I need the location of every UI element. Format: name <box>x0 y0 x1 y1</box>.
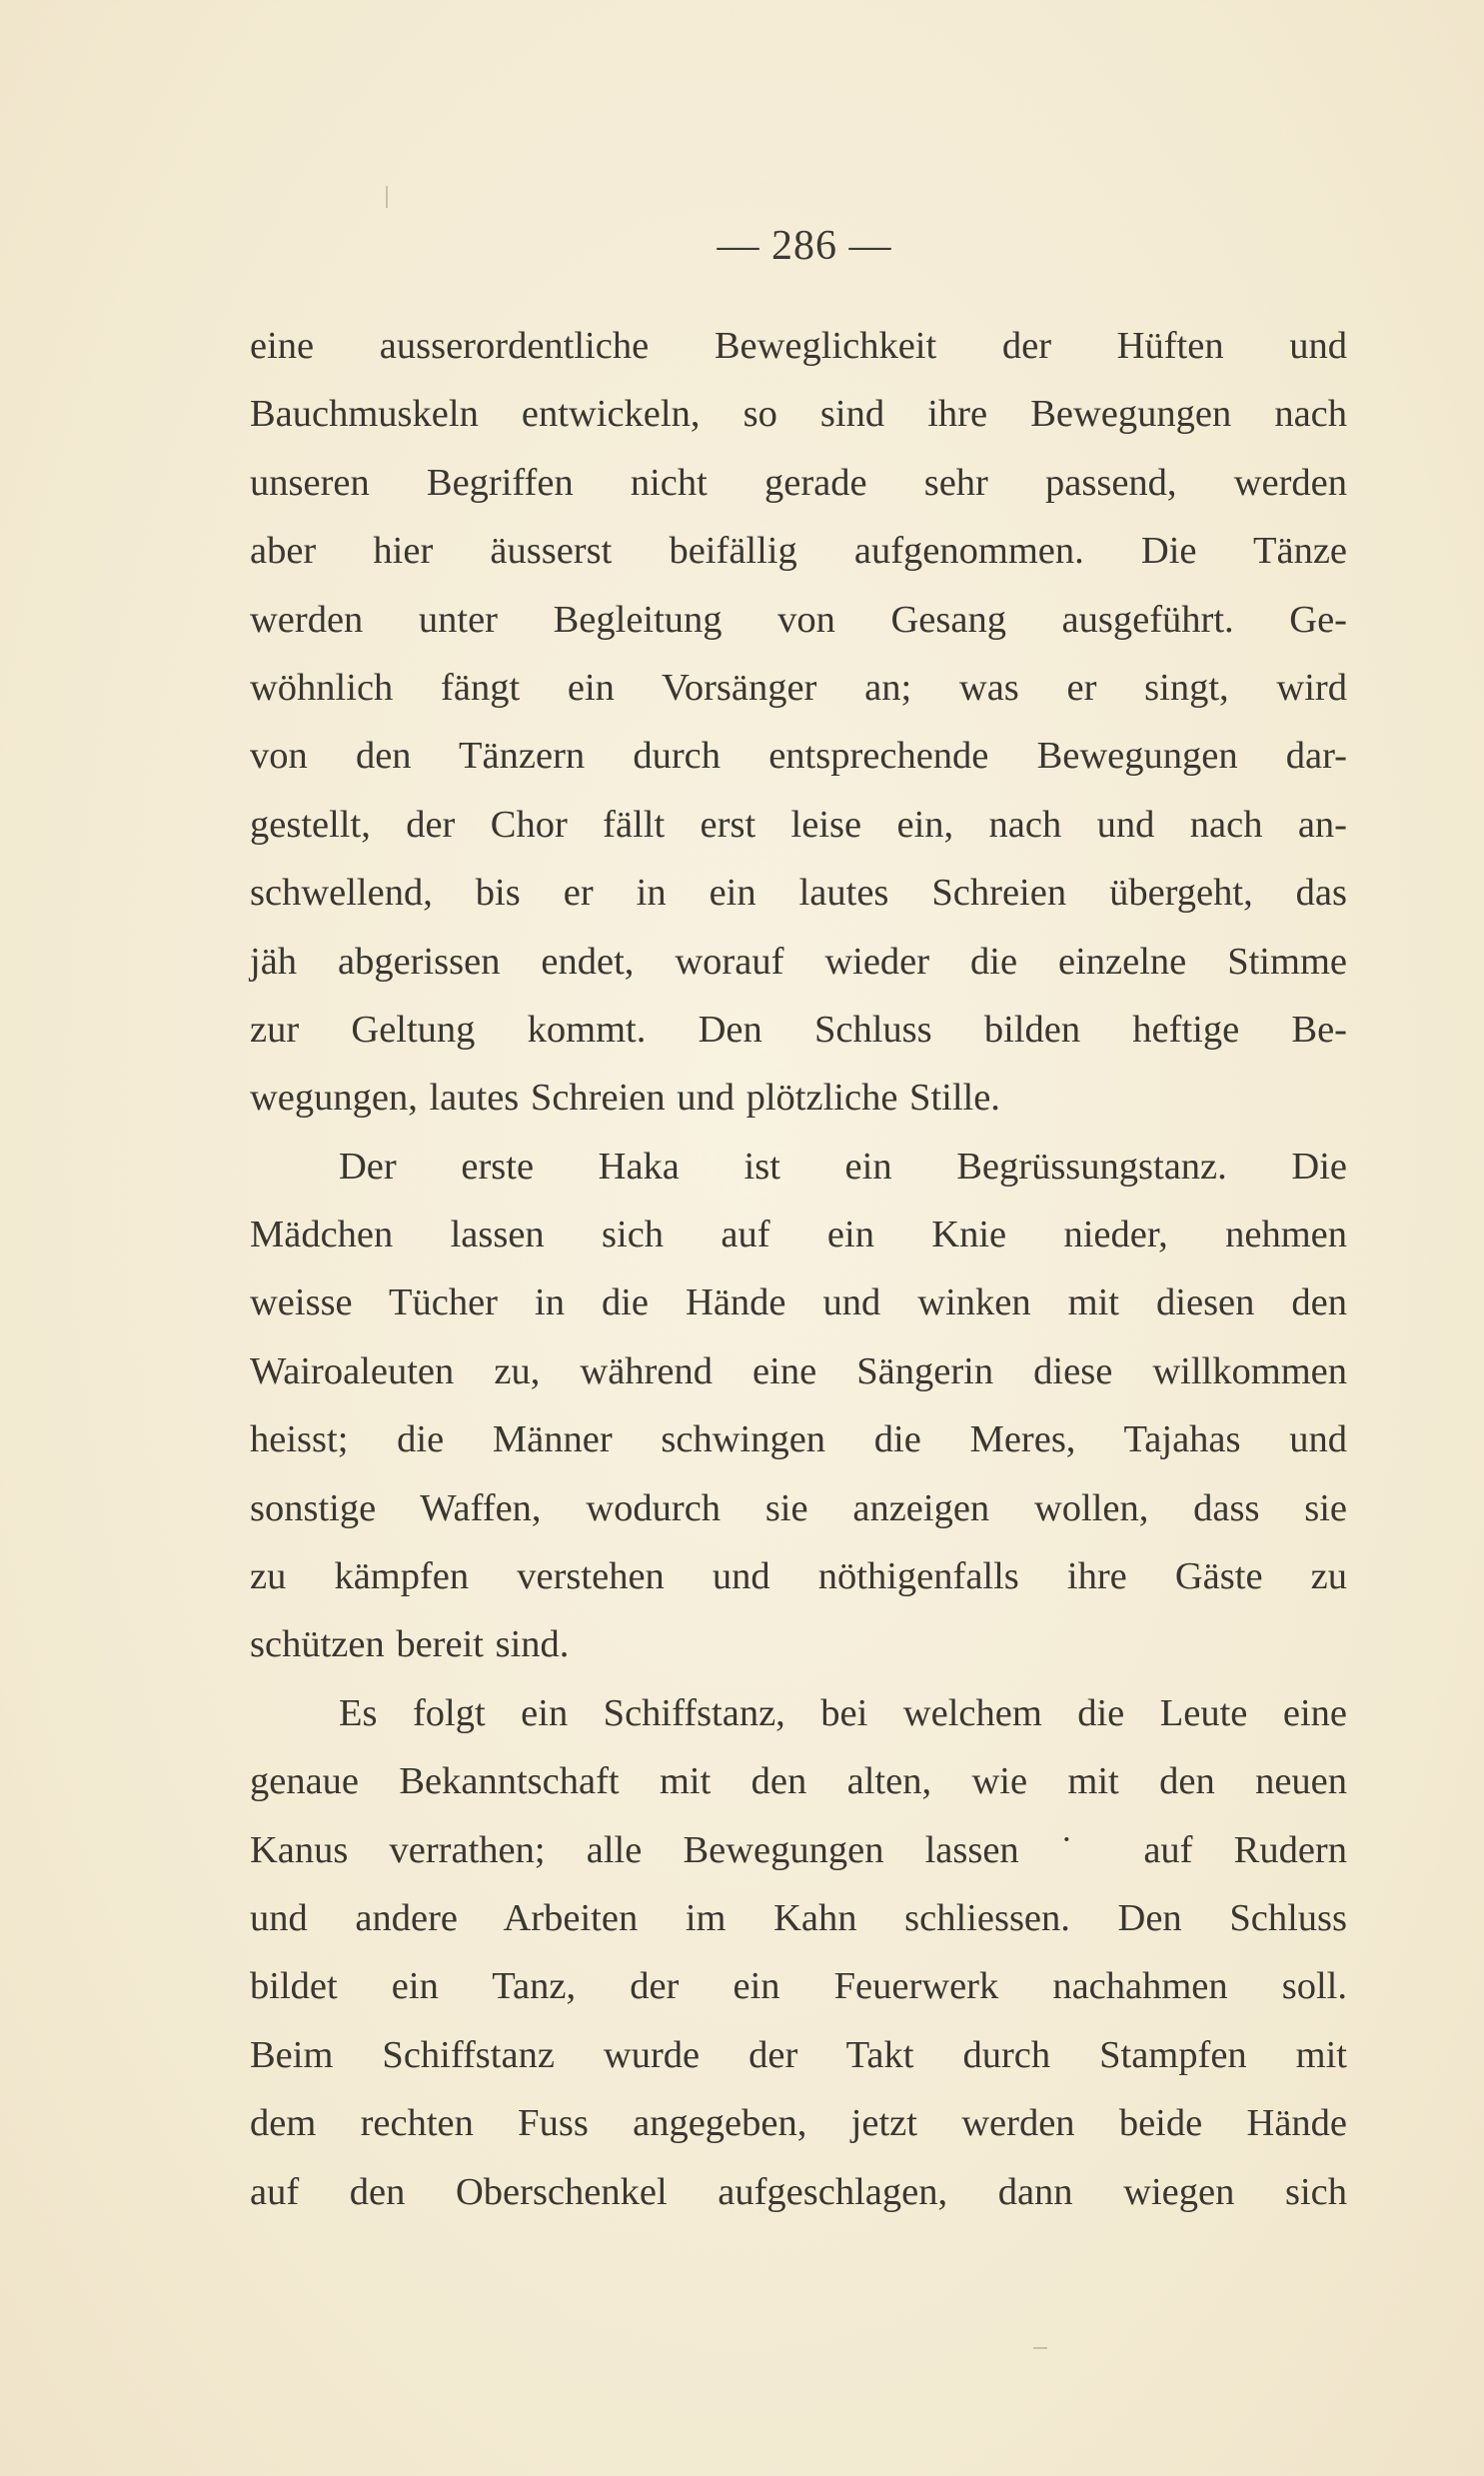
text-line: weisse Tücher in die Hände und winken mit diesen den <box>250 1281 1347 1324</box>
text-line: genaue Bekanntschaft mit den alten, wie mit den neuen <box>250 1760 1347 1803</box>
text-line: Bauchmuskeln entwickeln, so sind ihre Bewegungen nach <box>250 393 1347 436</box>
body-text <box>250 312 1347 2226</box>
paragraph-start-line: Der erste Haka ist ein Begrüssungstanz. Die <box>339 1145 1347 1188</box>
text-line: sonstige Waffen, wodurch sie anzeigen wollen, dass sie <box>250 1486 1347 1529</box>
text-line: von den Tänzern durch entsprechende Bewegungen dar- <box>250 735 1347 778</box>
text-line: eine ausserordentliche Beweglichkeit der Hüften und <box>250 325 1347 367</box>
text-line: Wairoaleuten zu, während eine Sängerin diese willkommen <box>250 1349 1347 1392</box>
text-line: heisst; die Männer schwingen die Meres, Tajahas und <box>250 1418 1347 1461</box>
text-line: Kanus verrathen; alle Bewegungen lassen ˙ auf Rudern <box>250 1828 1347 1871</box>
text-line: werden unter Begleitung von Gesang ausgeführt. Ge- <box>250 598 1347 641</box>
page-number: — 286 — <box>717 223 892 269</box>
paper-speck <box>386 186 388 208</box>
text-line: unseren Begriffen nicht gerade sehr passend, werden <box>250 461 1347 504</box>
text-line: und andere Arbeiten im Kahn schliessen. Den Schluss <box>250 1896 1347 1939</box>
text-line: schützen bereit sind. <box>250 1623 570 1666</box>
paragraph-start-line: Es folgt ein Schiffstanz, bei welchem die Leute eine <box>339 1691 1347 1734</box>
text-line: aber hier äusserst beifällig aufgenommen. Die Tänze <box>250 530 1347 573</box>
text-line: gestellt, der Chor fällt erst leise ein, nach und nach an- <box>250 803 1347 846</box>
text-line: auf den Oberschenkel aufgeschlagen, dann wiegen sich <box>250 2170 1347 2213</box>
text-line: wegungen, lautes Schreien und plötzliche Stille. <box>250 1077 1000 1120</box>
text-line: dem rechten Fuss angegeben, jetzt werden beide Hände <box>250 2102 1347 2145</box>
text-line: bildet ein Tanz, der ein Feuerwerk nachahmen soll. <box>250 1965 1347 2008</box>
text-line: Mädchen lassen sich auf ein Knie nieder, nehmen <box>250 1214 1347 1256</box>
text-line: schwellend, bis er in ein lautes Schreien übergeht, das <box>250 872 1347 915</box>
text-line: zu kämpfen verstehen und nöthigenfalls ihre Gäste zu <box>250 1555 1347 1598</box>
text-line: Beim Schiffstanz wurde der Takt durch Stampfen mit <box>250 2033 1347 2076</box>
text-line: wöhnlich fängt ein Vorsänger an; was er singt, wird <box>250 666 1347 709</box>
text-line: zur Geltung kommt. Den Schluss bilden heftige Be- <box>250 1008 1347 1051</box>
text-line: jäh abgerissen endet, worauf wieder die einzelne Stimme <box>250 940 1347 983</box>
paper-speck <box>1033 2347 1047 2349</box>
